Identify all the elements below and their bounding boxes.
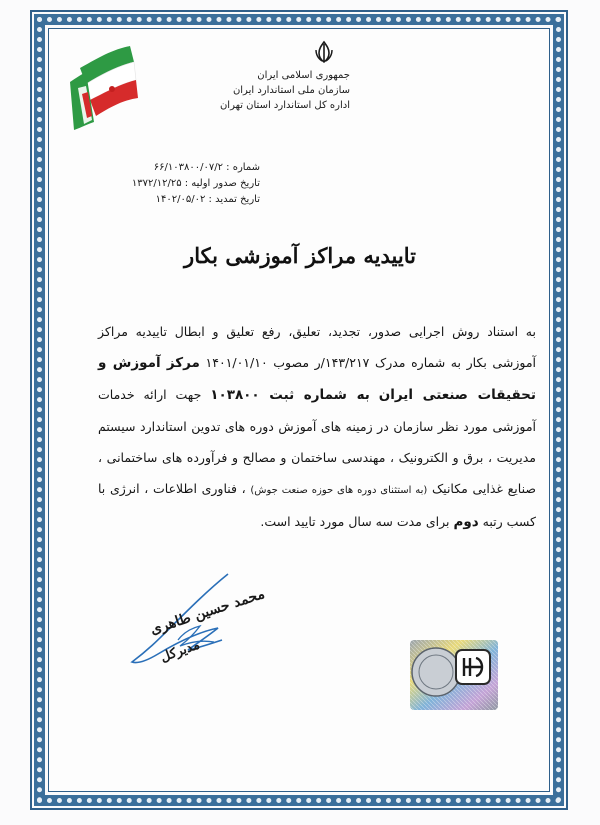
document-meta <box>100 160 260 208</box>
rank: دوم <box>453 514 479 530</box>
iran-emblem-icon <box>312 40 336 64</box>
body-part-3: جهت ارائه خدمات آموزشی مورد نظر سازمان در زمینه های آموزش دوره های تدوین استاندارد سیستم مدیریت ، برق و الکترونیک ، مهندسی ساختمان و مصالح و فرآورده های ساختمانی ، صنایع غذایی مکانیک <box>98 387 536 496</box>
issue-date: تاریخ صدور اولیه : ۱۳۷۲/۱۲/۲۵ <box>131 178 260 189</box>
iran-flag-icon <box>60 40 155 135</box>
body-part-2: به شماره ثبت ۱۰۳۸۰۰ <box>210 387 370 403</box>
certificate-title: تاییدیه مراکز آموزشی بکار <box>184 243 416 268</box>
header-line-republic: جمهوری اسلامی ایران <box>257 70 350 81</box>
document-number: شماره : ۶۶/۱۰۳۸۰۰/۰۷/۲ <box>153 162 260 173</box>
body-note: (به استثنای دوره های حوزه صنعت جوش) <box>250 485 428 496</box>
certificate-body <box>98 316 536 538</box>
body-part-4: ، فناوری اطلاعات ، انرژی با کسب رتبه <box>98 481 536 529</box>
signer-role: مدیرکل <box>158 637 202 666</box>
organization-header <box>220 68 350 113</box>
body-part-1: به استناد روش اجرایی صدور، تجدید، تعلیق، رفع تعلیق و ابطال تاییدیه مراکز آموزشی بکار به شماره مدرک ۱۴۳/۲۱۷/ر مصوب ۱۴۰۱/۰۱/۱۰ <box>98 324 536 370</box>
organization-name: مرکز آموزش و تحقیقات صنعتی ایران <box>98 355 536 403</box>
body-part-5: برای مدت سه سال مورد تایید است. <box>260 514 450 529</box>
header-line-organization: سازمان ملی استاندارد ایران <box>232 85 350 96</box>
header-line-department: اداره کل استاندارد استان تهران <box>219 100 350 111</box>
renewal-date: تاریخ تمدید : ۱۴۰۲/۰۵/۰۲ <box>155 194 260 205</box>
hologram-seal-icon <box>404 632 504 717</box>
signer-name: محمد حسین طاهری <box>148 585 267 639</box>
